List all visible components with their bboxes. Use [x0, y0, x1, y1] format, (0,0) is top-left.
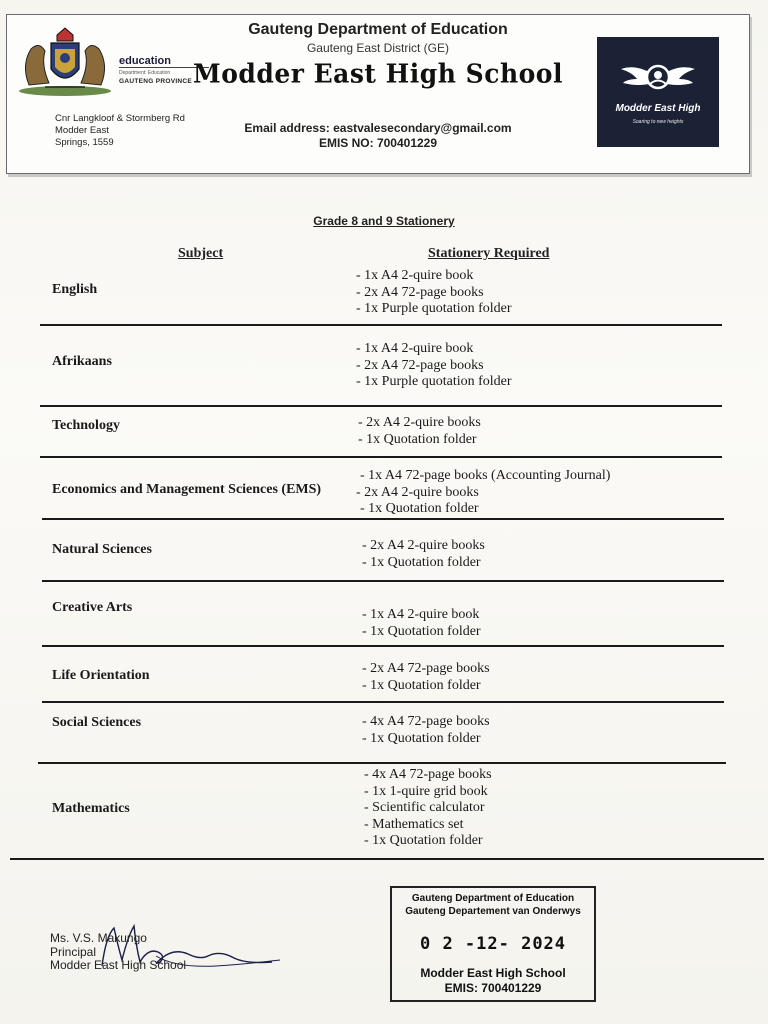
address-line: Springs, 1559 — [55, 137, 114, 148]
department-title: Gauteng Department of Education — [248, 21, 508, 38]
stamp-date: 0 2 -12- 2024 — [419, 934, 567, 954]
stamp-department: Gauteng Department of Education — [411, 893, 575, 904]
subject-english: English — [52, 282, 98, 297]
stationery-column-header: Stationery Required — [428, 246, 550, 261]
list-item: - 1x A4 2-quire book — [362, 607, 480, 622]
stationery-list — [358, 415, 481, 448]
list-item: - 2x A4 2-quire books — [358, 415, 481, 430]
address-line: Cnr Langkloof & Stormberg Rd — [55, 113, 185, 124]
edu-logo-province: GAUTENG PROVINCE — [119, 78, 193, 85]
stationery-list — [362, 607, 481, 640]
principal-title: Principal — [50, 944, 97, 959]
row-divider — [40, 456, 722, 458]
stationery-list — [362, 538, 485, 571]
subject-technology: Technology — [52, 418, 120, 433]
stationery-list — [356, 341, 512, 391]
document-title: Grade 8 and 9 Stationery — [313, 214, 455, 228]
list-item: - 1x 1-quire grid book — [364, 783, 488, 799]
principal-name: Ms. V.S. Makungo — [50, 931, 147, 945]
list-item: - 1x Quotation folder — [362, 554, 481, 570]
subject-mathematics: Mathematics — [52, 801, 130, 816]
list-item: - 1x Purple quotation folder — [356, 301, 512, 316]
list-item: - 1x Quotation folder — [358, 431, 477, 447]
subject-natural-sciences: Natural Sciences — [52, 542, 152, 557]
row-divider — [42, 518, 724, 520]
stationery-list — [356, 468, 611, 518]
table-bottom-rule — [10, 858, 764, 860]
list-item: - 2x A4 72-page books — [356, 284, 484, 300]
stamp-emis: EMIS: 700401229 — [444, 981, 542, 995]
list-item: - 4x A4 72-page books — [362, 714, 490, 729]
row-divider — [42, 580, 724, 582]
row-divider — [40, 324, 722, 326]
school-name: Modder East High School — [193, 58, 563, 89]
stamp-school: Modder East High School — [420, 966, 566, 980]
row-divider — [42, 701, 724, 703]
stationery-list — [362, 714, 490, 747]
logo-school-name: Modder East High — [615, 103, 701, 114]
list-item: - 1x Quotation folder — [360, 501, 479, 516]
list-item: - 1x Purple quotation folder — [356, 374, 512, 389]
row-divider — [40, 405, 722, 407]
logo-motto: Soaring to new heights — [632, 119, 684, 125]
school-logo — [597, 37, 719, 147]
list-item: - 1x Quotation folder — [362, 730, 481, 746]
email-line: Email address: eastvalesecondary@gmail.com — [244, 121, 512, 135]
list-item: - 2x A4 2-quire books — [356, 484, 479, 500]
edu-logo-text: education — [119, 55, 209, 68]
list-item: - 2x A4 72-page books — [362, 661, 490, 676]
principal-block — [50, 932, 186, 973]
edu-logo-sub: Department: Education — [119, 70, 171, 76]
winged-emblem-icon — [619, 57, 697, 99]
list-item: - 1x Quotation folder — [364, 833, 483, 848]
list-item: - 2x A4 2-quire books — [362, 538, 485, 553]
stationery-list — [364, 767, 492, 850]
list-item: - 2x A4 72-page books — [356, 357, 484, 373]
subject-ems: Economics and Management Sciences (EMS) — [52, 482, 322, 497]
stationery-list — [356, 268, 512, 318]
subject-column-header: Subject — [178, 246, 224, 261]
list-item: - 1x Quotation folder — [362, 677, 481, 693]
address-line: Modder East — [55, 125, 109, 136]
list-item: - 4x A4 72-page books — [364, 767, 492, 782]
official-stamp — [390, 886, 596, 1002]
list-item: - 1x A4 72-page books (Accounting Journal) — [360, 468, 611, 483]
letterhead — [6, 14, 750, 174]
list-item: - 1x A4 2-quire book — [356, 268, 474, 283]
list-item: - Mathematics set — [364, 816, 464, 832]
principal-school: Modder East High School — [50, 958, 187, 972]
row-divider — [38, 762, 726, 764]
subject-creative-arts: Creative Arts — [52, 600, 133, 615]
list-item: - 1x Quotation folder — [362, 623, 481, 639]
district-line: Gauteng East District (GE) — [306, 41, 450, 55]
row-divider — [42, 645, 724, 647]
subject-social-sciences: Social Sciences — [52, 715, 142, 730]
list-item: - 1x A4 2-quire book — [356, 341, 474, 356]
stamp-department-afrikaans: Gauteng Departement van Onderwys — [405, 906, 581, 917]
subject-life-orientation: Life Orientation — [52, 668, 150, 683]
emis-line: EMIS NO: 700401229 — [318, 136, 438, 150]
list-item: - Scientific calculator — [364, 800, 485, 815]
subject-afrikaans: Afrikaans — [52, 354, 112, 369]
stationery-list — [362, 661, 490, 694]
